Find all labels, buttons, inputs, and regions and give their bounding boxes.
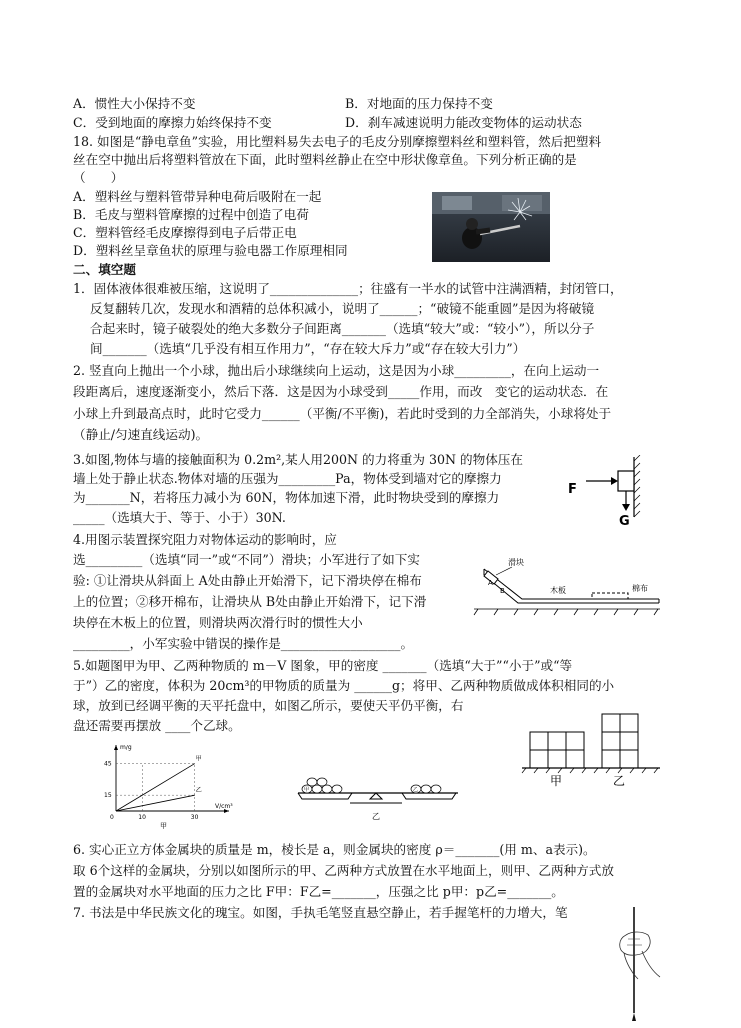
f5-line2: 于”）乙的密度，体积为 20cm³的甲物质的质量为 ______g；将甲、乙两种物质做成体积相同的小 xyxy=(73,678,615,693)
cubes-figure xyxy=(520,708,670,788)
y-tick-label: 15 xyxy=(104,792,112,800)
balance-right-label: 乙 xyxy=(413,787,419,793)
f3-line3: 为_______N，若将压力减小为 60N，物体加速下滑，此时物块受到的摩擦力 xyxy=(73,490,500,505)
q17-option-c: C．受到地面的摩擦力始终保持不变 xyxy=(73,115,272,130)
f4-line4: 上的位置；②移开棉布，让滑块从 B处由静止开始滑下，记下滑 xyxy=(73,594,427,609)
f4-line6: _________，小军实验中错误的操作是___________________。 xyxy=(73,636,414,651)
f6-line3: 置的金属块对水平地面的压力之比 F甲：F乙=_______，压强之比 p甲：p乙=_______。 xyxy=(73,884,564,899)
q18-option-d: D．塑料丝呈章鱼状的原理与验电器工作原理相同 xyxy=(73,243,348,258)
incline-experiment-figure xyxy=(464,555,664,617)
series-label-1: 乙 xyxy=(195,787,202,795)
origin-label: 0 xyxy=(110,814,114,821)
q18-option-c: C．塑料管经毛皮摩擦得到电子后带正电 xyxy=(73,225,297,240)
q18-option-a: A．塑料丝与塑料管带异种电荷后吸附在一起 xyxy=(73,189,322,204)
series-line-1 xyxy=(116,795,195,811)
f4-line1: 4.用图示装置探究阻力对物体运动的影响时，应 xyxy=(73,532,337,547)
f2-line3: 小球上升到最高点时，此时它受力______（平衡/不平衡)，若此时受到的力全部消失，小球将处于 xyxy=(73,406,612,421)
q18-stem-line2: 丝在空中抛出后将塑料管放在下面，此时塑料丝静止在空中形状像章鱼。下列分析正确的是 xyxy=(73,152,577,167)
f6-line1: 6. 实心正立方体金属块的质量是 m，棱长是 a，则金属块的密度 ρ＝_______(用 m、a表示)。 xyxy=(73,842,596,857)
q18-stem-line3: （ ） xyxy=(73,170,124,185)
f1-line4: 间_______（选填“几乎没有相互作用力”，“存在较大斥力”或“存在较大引力”） xyxy=(90,341,526,356)
series-label-0: 甲 xyxy=(195,755,202,763)
cubes-label-jia: 甲 xyxy=(550,774,563,788)
fig-label-g: G xyxy=(619,514,630,529)
f5-line1: 5.如题图甲为甲、乙两种物质的 m－V 图象，甲的密度 _______（选填“大于”“小于”或“等 xyxy=(73,658,573,673)
f5-line3: 球，放到已经调平衡的天平托盘中，如图乙所示，要使天平仍平衡，右 xyxy=(73,698,464,713)
f1-line2: 反复翻转几次，发现水和酒精的总体积减小，说明了______；“破镜不能重圆”是因为将破镜 xyxy=(90,301,595,316)
mass-volume-chart xyxy=(88,745,248,830)
y-axis-arrow xyxy=(114,745,118,750)
x-tick-label: 10 xyxy=(138,814,146,821)
section-title: 二、填空题 xyxy=(73,262,136,277)
fig-board-label: 木板 xyxy=(550,586,566,595)
f4-line3: 验: ①让滑块从斜面上 A处由静止开始滑下，记下滑块停在棉布 xyxy=(73,573,422,588)
f3-line1: 3.如图,物体与墙的接触面积为 0.2m²,某人用200N 的力将重为 30N 的物体压在 xyxy=(73,452,523,467)
fig-point-b: B xyxy=(500,587,505,595)
y-tick-label: 45 xyxy=(104,760,112,768)
q18-option-b: B．毛皮与塑料管摩擦的过程中创造了电荷 xyxy=(73,207,309,222)
f5-line4: 盘还需要再摆放 ____个乙球。 xyxy=(73,718,241,733)
q17-option-b: B．对地面的压力保持不变 xyxy=(345,96,493,111)
fig-cloth-label: 棉布 xyxy=(632,584,648,593)
static-octopus-photo xyxy=(432,192,550,262)
x-axis-label: V/cm³ xyxy=(215,803,233,810)
f2-line4: （静止/匀速直线运动)。 xyxy=(73,427,209,442)
f4-line5: 块停在木板上的位置，则滑块两次滑行时的惯性大小 xyxy=(73,615,363,630)
fig-slider-label: 滑块 xyxy=(508,558,524,567)
f2-line2: 段距离后，速度逐渐变小，然后下落．这是因为小球受到_____作用，而改 变它的运动状态．在 xyxy=(73,384,609,399)
f6-line2: 取 6个这样的金属块，分别以如图所示的甲、乙两种方式放置在水平地面上，则甲、乙两种方式放 xyxy=(73,863,614,878)
fig-label-f: F xyxy=(568,482,577,497)
x-tick-label: 30 xyxy=(190,814,199,821)
q17-option-d: D．刹车减速说明力能改变物体的运动状态 xyxy=(345,115,582,130)
f3-line4: _____（选填大于、等于、小于）30N. xyxy=(73,510,286,525)
f1-line1: 1．固体液体很难被压缩，这说明了______________；往盛有一半水的试管中注满酒精，封闭管口， xyxy=(73,281,623,296)
y-axis-label: m/g xyxy=(120,745,132,751)
fig-point-a: A xyxy=(488,579,493,587)
brush-hand-figure xyxy=(612,905,662,1023)
balance-figure xyxy=(290,775,465,825)
series-line-0 xyxy=(116,764,195,811)
f1-line3: 合起来时，镜子破裂处的绝大多数分子间距离_______（选填“较大”或：“较小”），所以分子 xyxy=(90,321,595,336)
q18-stem-line1: 18. 如图是“静电章鱼”实验，用比塑料易失去电子的毛皮分别摩擦塑料丝和塑料管，然后把塑料 xyxy=(73,134,602,149)
f7-line1: 7. 书法是中华民族文化的瑰宝。如图，手执毛笔竖直悬空静止，若手握笔杆的力增大，笔 xyxy=(73,905,568,920)
f2-line1: 2. 竖直向上抛出一个小球，抛出后小球继续向上运动，这是因为小球_________，在向上运动一 xyxy=(73,363,600,378)
chart-caption: 甲 xyxy=(160,822,167,830)
balance-caption: 乙 xyxy=(372,812,380,821)
f3-line2: 墙上处于静止状态.物体对墙的压强为_________Pa，物体受到墙对它的摩擦力 xyxy=(73,471,502,486)
f4-line2: 选_________（选填“同一”或“不同”）滑块；小军进行了如下实 xyxy=(73,552,420,567)
q17-option-a: A．惯性大小保持不变 xyxy=(73,96,196,111)
balance-left-label: 甲 xyxy=(304,787,310,793)
wall-block-figure xyxy=(560,455,655,530)
cubes-label-yi: 乙 xyxy=(613,774,626,788)
